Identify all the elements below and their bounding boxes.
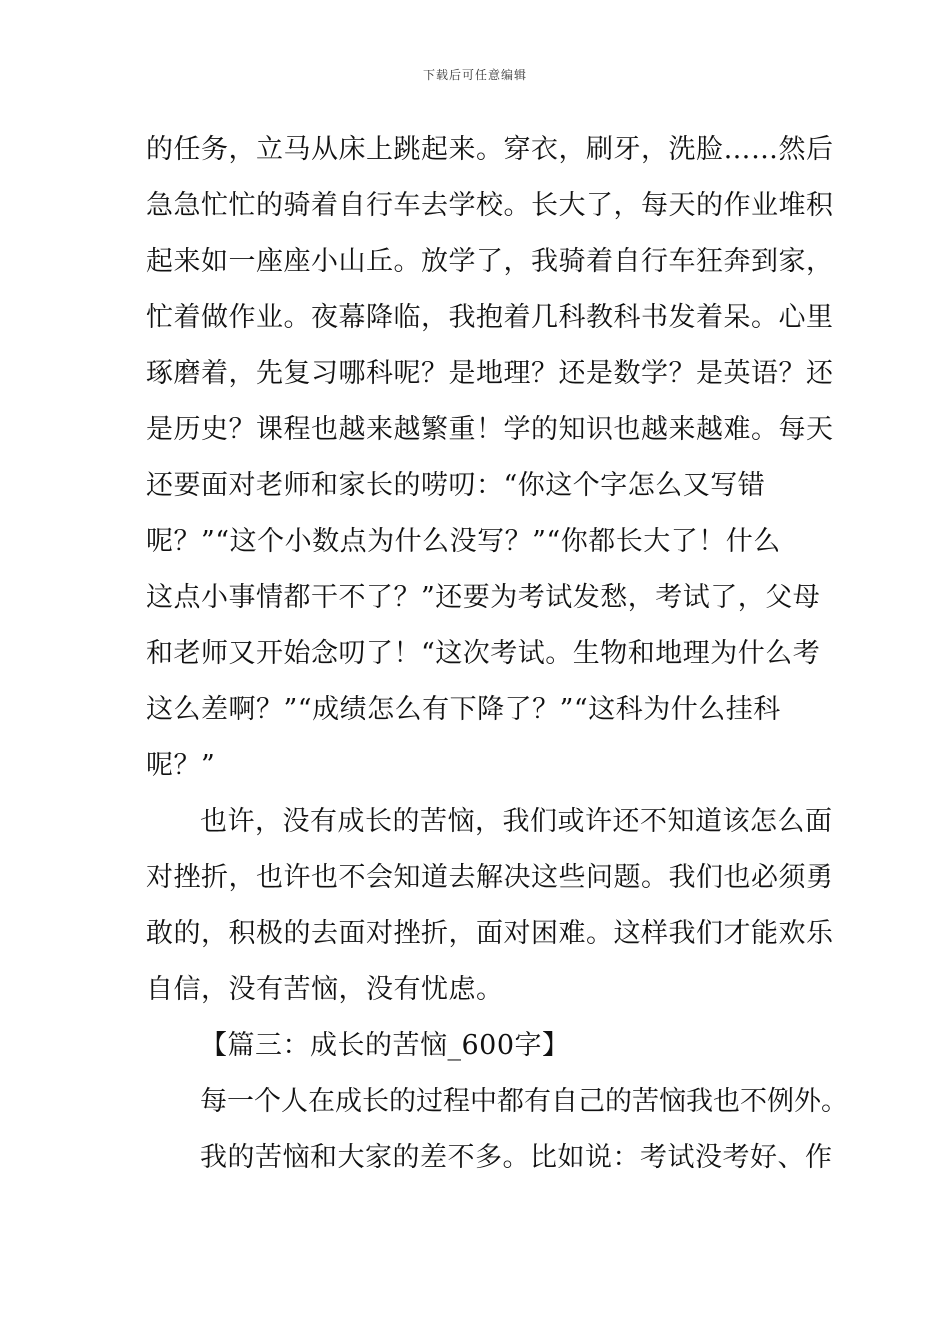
text-line: 急急忙忙的骑着自行车去学校。长大了，每天的作业堆积 [146, 190, 834, 221]
paragraph-1 [146, 128, 834, 800]
text-line: 忙着做作业。夜幕降临，我抱着几科教科书发着呆。心里 [146, 302, 834, 333]
text-line: 自信，没有苦恼，没有忧虑。 [146, 974, 504, 1005]
paragraph-4 [146, 1136, 833, 1192]
document-body [146, 128, 848, 1192]
text-line: 是历史？课程也越来越繁重！学的知识也越来越难。每天 [146, 414, 834, 445]
text-line: 敢的，积极的去面对挫折，面对困难。这样我们才能欢乐 [146, 918, 834, 949]
text-line: 这么差啊？”“成绩怎么有下降了？”“这科为什么挂科 [146, 694, 781, 725]
page-header: 下载后可任意编辑 [422, 68, 527, 82]
text-line: 起来如一座座小山丘。放学了，我骑着自行车狂奔到家， [146, 246, 834, 277]
text-line: 每一个人在成长的过程中都有自己的苦恼我也不例外。 [200, 1086, 848, 1117]
text-line: 呢？”“这个小数点为什么没写？”“你都长大了！什么 [146, 526, 781, 557]
section-heading: 【篇三：成长的苦恼_600字】 [200, 1030, 570, 1061]
text-line: 对挫折，也许也不会知道去解决这些问题。我们也必须勇 [146, 862, 834, 893]
text-line: 呢？” [146, 750, 216, 781]
text-line: 还要面对老师和家长的唠叨：“你这个字怎么又写错 [146, 470, 766, 501]
text-line: 和老师又开始念叨了！“这次考试。生物和地理为什么考 [146, 638, 821, 669]
text-line: 这点小事情都干不了？”还要为考试发愁，考试了，父母 [146, 582, 821, 613]
text-line: 我的苦恼和大家的差不多。比如说：考试没考好、作 [200, 1142, 833, 1173]
text-line: 也许，没有成长的苦恼，我们或许还不知道该怎么面 [200, 806, 833, 837]
text-line: 琢磨着，先复习哪科呢？是地理？还是数学？是英语？还 [146, 358, 834, 389]
paragraph-3 [146, 1080, 848, 1136]
paragraph-2 [146, 800, 834, 1024]
text-line: 的任务，立马从床上跳起来。穿衣，刷牙，洗脸……然后 [146, 134, 834, 165]
